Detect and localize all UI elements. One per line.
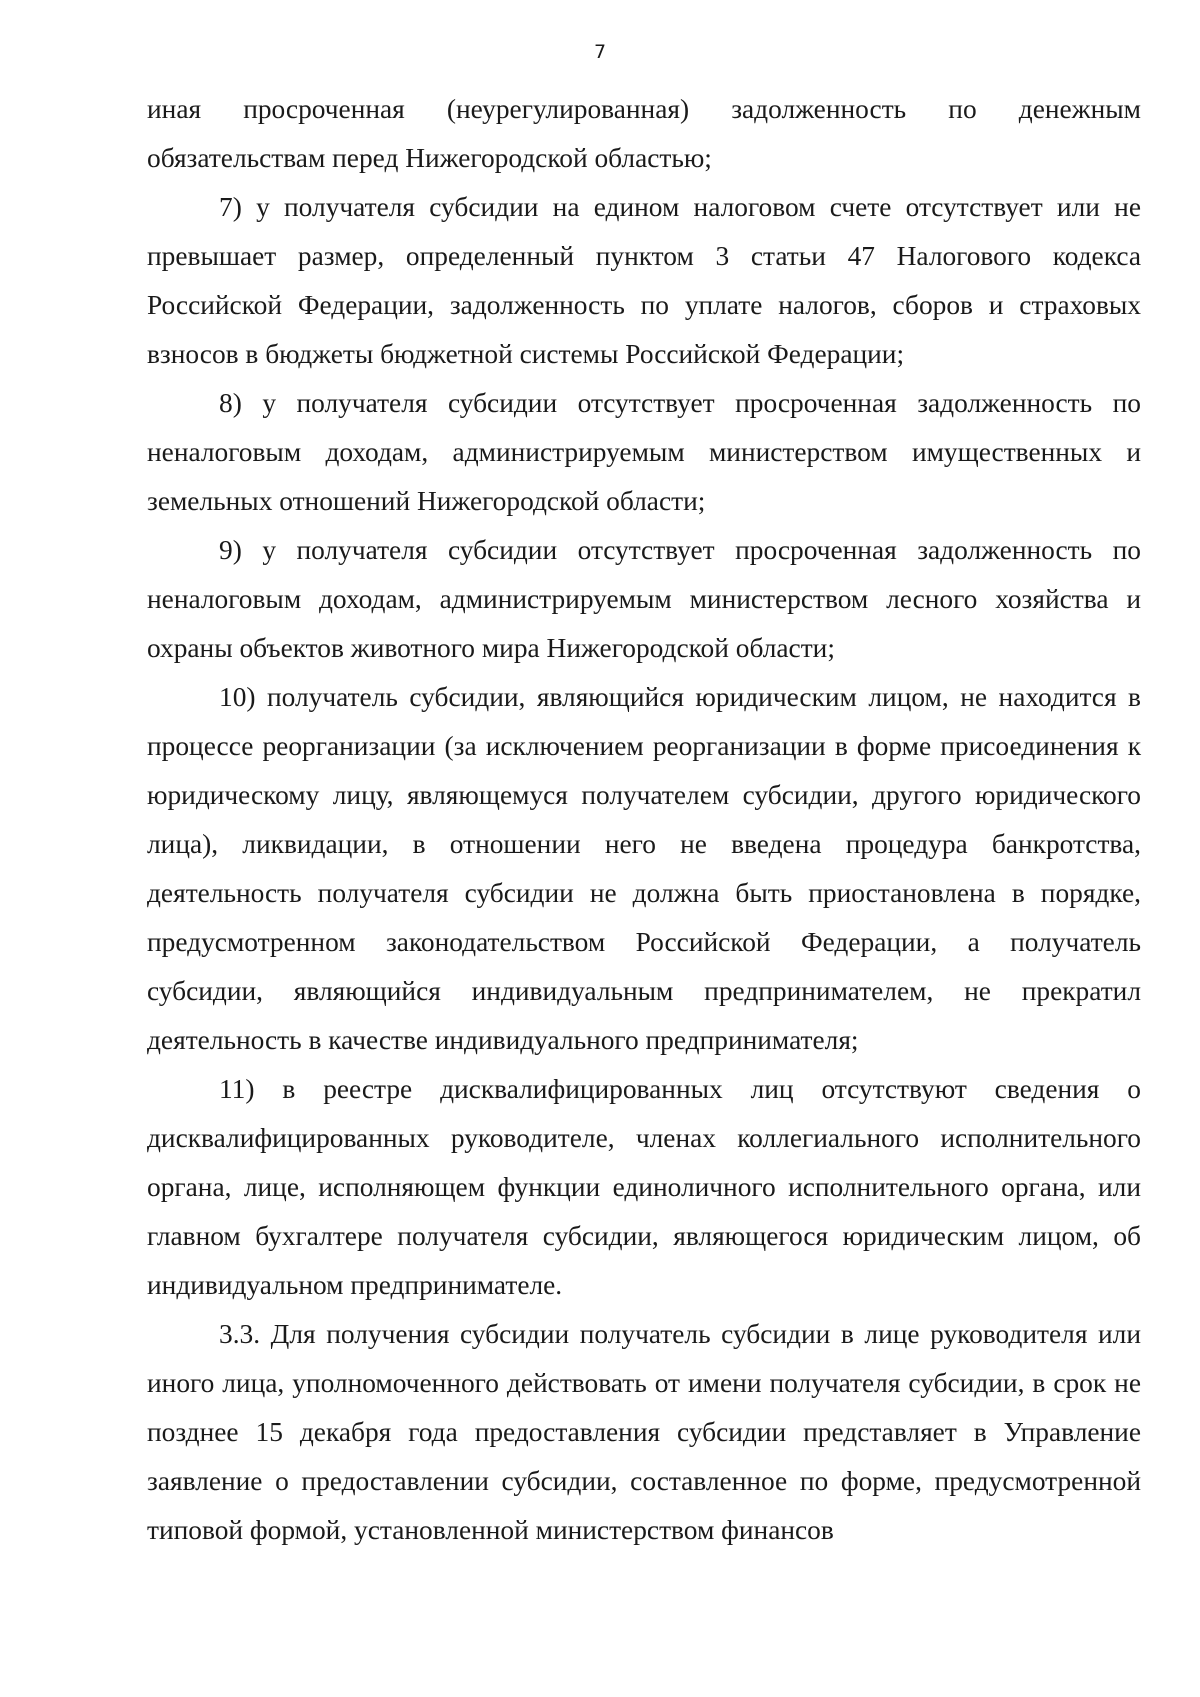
paragraph-item-9: 9) у получателя субсидии отсутствует просроченная задолженность по неналоговым доходам, администрируемым министерством лесного хозяйства и охраны объектов животного мира Нижегородской области; — [147, 535, 1141, 663]
paragraph-section-3-3: 3.3. Для получения субсидии получатель субсидии в лице руководителя или иного лица, уполномоченного действовать от имени получателя субсидии, в срок не позднее 15 декабря года предоставления субсидии представляет в Управление заявление о предоставлении субсидии, составленное по форме, предусмотренной типовой формой, установленной министерством финансов — [147, 1319, 1141, 1545]
paragraph-item-8: 8) у получателя субсидии отсутствует просроченная задолженность по неналоговым доходам, администрируемым министерством имущественных и земельных отношений Нижегородской области; — [147, 388, 1141, 516]
paragraph-item-10: 10) получатель субсидии, являющийся юридическим лицом, не находится в процессе реорганизации (за исключением реорганизации в форме присоединения к юридическому лицу, являющемуся получателем субсидии, другого юридического лица), ликвидации, в отношении него не введена процедура банкротства, деятельность получателя субсидии не должна быть приостановлена в порядке, предусмотренном законодательством Российской Федерации, а получатель субсидии, являющийся индивидуальным предпринимателем, не прекратил деятельность в качестве индивидуального предпринимателя; — [147, 682, 1141, 1055]
document-body — [147, 85, 1141, 1555]
page-number: 7 — [593, 41, 607, 63]
paragraph-item-7: 7) у получателя субсидии на едином налоговом счете отсутствует или не превышает размер, определенный пунктом 3 статьи 47 Налогового кодекса Российской Федерации, задолженность по уплате налогов, сборов и страховых взносов в бюджеты бюджетной системы Российской Федерации; — [147, 192, 1141, 369]
paragraph-continuation: иная просроченная (неурегулированная) задолженность по денежным обязательствам перед Нижегородской областью; — [147, 94, 1141, 173]
paragraph-item-11: 11) в реестре дисквалифицированных лиц отсутствуют сведения о дисквалифицированных руководителе, членах коллегиального исполнительного органа, лице, исполняющем функции единоличного исполнительного органа, или главном бухгалтере получателя субсидии, являющегося юридическим лицом, об индивидуальном предпринимателе. — [147, 1074, 1141, 1300]
